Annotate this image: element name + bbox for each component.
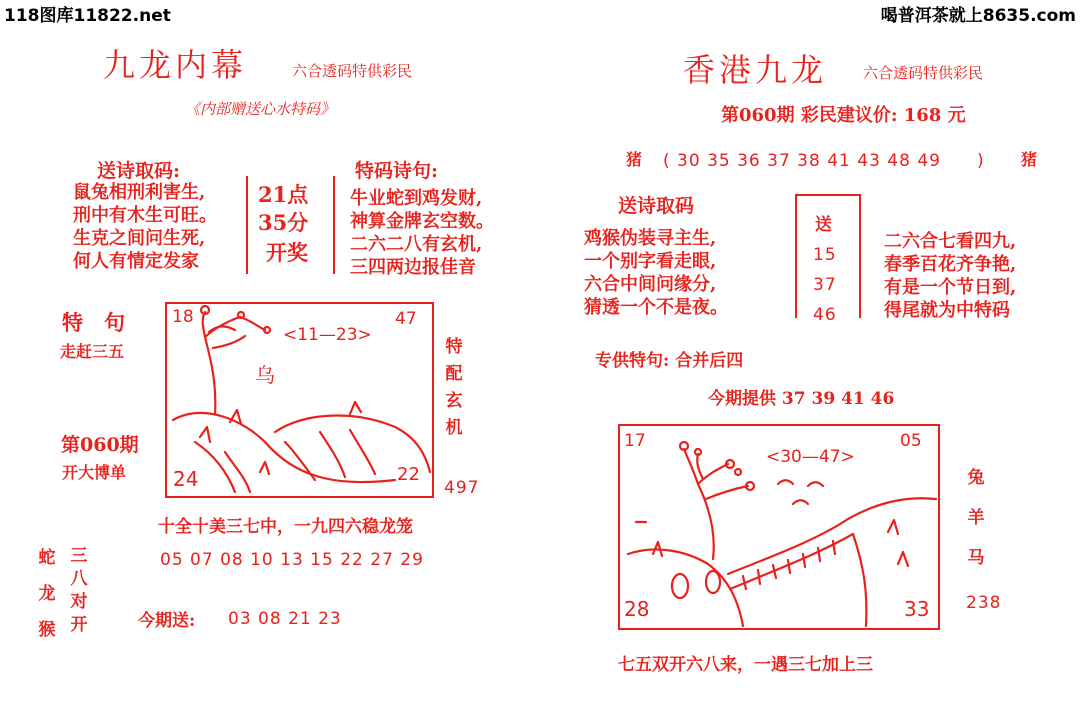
- right-sketch-br: 33: [904, 597, 930, 621]
- left-paired-column: 三 八 对 开: [70, 546, 88, 635]
- right-send-column: 送 15 37 46: [813, 215, 837, 325]
- right-side-num: 238: [966, 593, 1002, 613]
- left-phrase: 十全十美三七中，一九四六稳龙笼: [158, 517, 413, 537]
- right-pig-numbers: ( 30 35 36 37 38 41 43 48 49 ): [663, 151, 985, 171]
- left-sketch-drawing: [165, 302, 434, 498]
- right-poem2: 二六合七看四九, 春季百花齐争艳, 有是一个节日到, 得尾就为中特码: [884, 231, 1017, 321]
- right-special-line: 专供特句: 合并后四: [595, 351, 744, 371]
- left-title: 九龙内幕: [103, 46, 248, 84]
- right-subtitle: 六合透码特供彩民: [863, 64, 984, 82]
- left-sketch-bl: 24: [173, 467, 199, 491]
- left-poem1-title: 送诗取码:: [97, 160, 181, 182]
- left-subtitle: 六合透码特供彩民: [292, 62, 413, 80]
- left-send-label: 今期送:: [138, 611, 196, 631]
- left-side-chars: 特 配 玄 机: [445, 337, 463, 438]
- left-divider-2: [333, 176, 335, 274]
- right-pig-left: 猪: [626, 150, 643, 169]
- right-sketch-drawing: [618, 424, 940, 630]
- left-special-sub: 走赶三五: [60, 342, 125, 361]
- left-sketch-mid: <11—23>: [283, 325, 372, 345]
- right-period-price: 第060期 彩民建议价: 168 元: [721, 105, 966, 126]
- right-sketch-tr: 05: [900, 431, 922, 451]
- left-poem2: 牛业蛇到鸡发财, 神算金牌玄空数。 二六二八有玄机, 三四两边报佳音: [350, 188, 494, 278]
- right-title: 香港九龙: [683, 51, 828, 89]
- left-poem2-title: 特码诗句:: [355, 160, 439, 182]
- left-sketch-char: 乌: [255, 363, 275, 387]
- right-pig-right: 猪: [1021, 150, 1038, 169]
- right-site-label: 喝普洱茶就上8635.com: [880, 6, 1076, 26]
- left-divider-1: [246, 176, 248, 274]
- left-sketch-tr: 47: [395, 309, 417, 329]
- right-send-divider-2: [859, 194, 861, 318]
- left-send-numbers: 03 08 21 23: [228, 609, 342, 629]
- left-period-sub: 开大博单: [62, 463, 127, 482]
- right-poem1: 鸡猴伪装寻主生, 一个别字看走眼, 六合中间问缘分, 猜透一个不是夜。: [584, 228, 728, 318]
- right-sketch-mid: <30—47>: [766, 447, 855, 467]
- left-side-num: 497: [444, 478, 480, 498]
- right-provide-line: 今期提供 37 39 41 46: [708, 389, 895, 409]
- left-sketch-br: 22: [397, 464, 420, 485]
- right-sketch-tl: 17: [624, 431, 646, 451]
- left-time-block: 21点 35分 开奖: [258, 182, 309, 265]
- right-sketch-bl: 28: [624, 597, 650, 621]
- left-site-label: 118图库11822.net: [4, 6, 171, 26]
- left-zodiac-column: 蛇 龙 猴: [38, 548, 56, 640]
- right-poem-title: 送诗取码: [618, 195, 695, 217]
- left-sketch-tl: 18: [172, 307, 194, 327]
- left-special-title: 特 句: [62, 310, 125, 335]
- left-tagline: 《内部赠送心水特码》: [185, 100, 336, 118]
- left-period: 第060期: [61, 434, 139, 456]
- left-number-list: 05 07 08 10 13 15 22 27 29: [160, 550, 424, 570]
- right-send-divider-1: [795, 194, 797, 318]
- right-bottom-phrase: 七五双开六八来，一遇三七加上三: [618, 655, 873, 675]
- right-side-chars: 兔 羊 马: [967, 468, 985, 568]
- left-poem1: 鼠兔相刑利害生, 刑中有木生可旺。 生克之间问生死, 何人有情定发家: [73, 182, 217, 272]
